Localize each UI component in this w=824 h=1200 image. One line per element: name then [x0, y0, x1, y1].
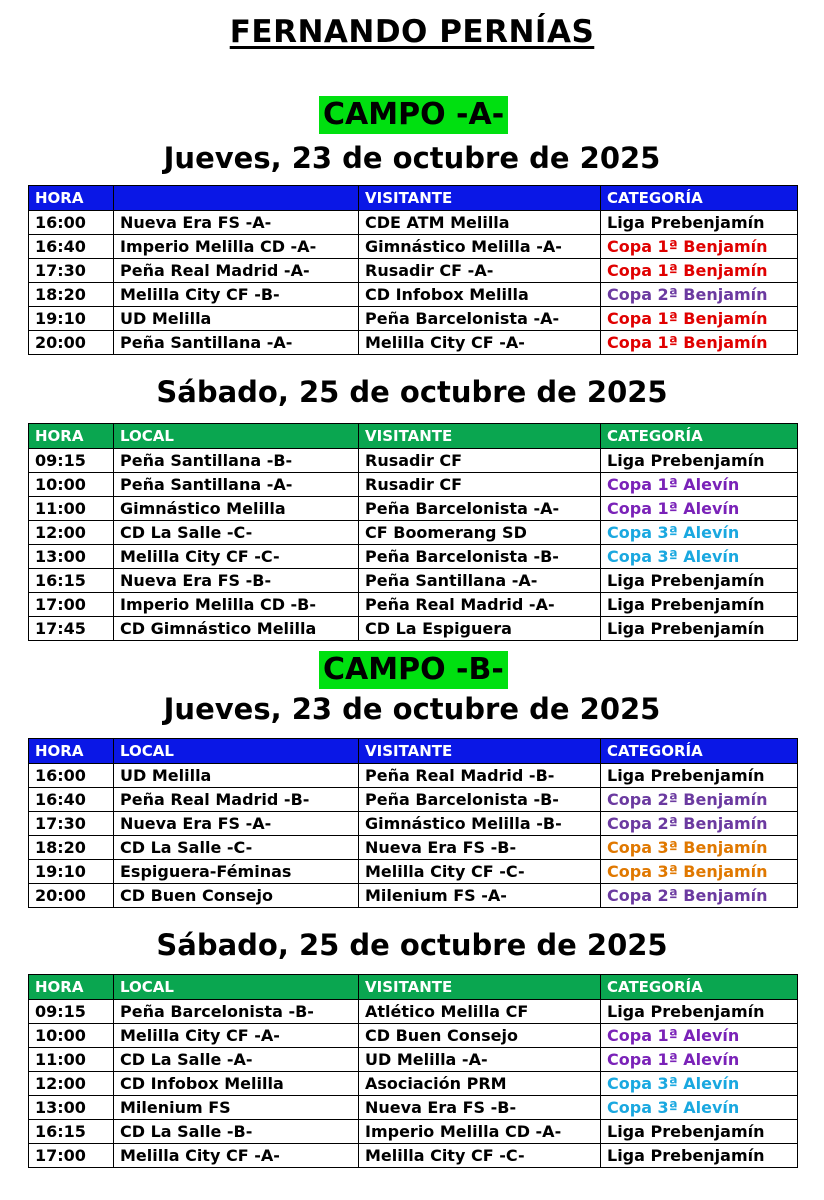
table-row	[29, 1120, 798, 1144]
categoria-cell: Liga Prebenjamín	[601, 593, 798, 617]
local-cell: CD Infobox Melilla	[114, 1072, 359, 1096]
visitante-cell: CD La Espiguera	[359, 617, 601, 641]
campo-a-day2-date: Sábado, 25 de octubre de 2025	[156, 375, 668, 409]
table-row	[29, 860, 798, 884]
hora-cell: 17:00	[29, 1144, 114, 1168]
table-header-row	[29, 424, 798, 449]
visitante-cell: CD Buen Consejo	[359, 1024, 601, 1048]
visitante-cell: UD Melilla -A-	[359, 1048, 601, 1072]
hora-cell: 20:00	[29, 884, 114, 908]
table-row	[29, 812, 798, 836]
header-categoria-cell: CATEGORÍA	[601, 186, 798, 211]
table-row	[29, 1096, 798, 1120]
local-cell: Melilla City CF -C-	[114, 545, 359, 569]
categoria-cell: Copa 1ª Alevín	[601, 1048, 798, 1072]
categoria-cell: Copa 1ª Alevín	[601, 1024, 798, 1048]
categoria-cell: Copa 3ª Benjamín	[601, 836, 798, 860]
hora-cell: 13:00	[29, 545, 114, 569]
local-cell: Peña Real Madrid -B-	[114, 788, 359, 812]
header-hora-cell: HORA	[29, 975, 114, 1000]
visitante-cell: Melilla City CF -C-	[359, 1144, 601, 1168]
visitante-cell: Peña Barcelonista -A-	[359, 497, 601, 521]
visitante-cell: Gimnástico Melilla -A-	[359, 235, 601, 259]
hora-cell: 17:45	[29, 617, 114, 641]
local-cell: Melilla City CF -A-	[114, 1024, 359, 1048]
categoria-cell: Copa 3ª Alevín	[601, 521, 798, 545]
schedule-table	[28, 738, 798, 908]
local-cell: Imperio Melilla CD -A-	[114, 235, 359, 259]
campo-b-day2-date: Sábado, 25 de octubre de 2025	[156, 928, 668, 962]
hora-cell: 16:00	[29, 764, 114, 788]
page-title: FERNANDO PERNÍAS	[229, 14, 595, 50]
table-header-row	[29, 186, 798, 211]
hora-cell: 11:00	[29, 1048, 114, 1072]
table-row	[29, 259, 798, 283]
visitante-cell: Peña Real Madrid -B-	[359, 764, 601, 788]
local-cell: CD Gimnástico Melilla	[114, 617, 359, 641]
hora-cell: 16:15	[29, 569, 114, 593]
visitante-cell: Melilla City CF -A-	[359, 331, 601, 355]
categoria-cell: Copa 1ª Benjamín	[601, 235, 798, 259]
categoria-cell: Liga Prebenjamín	[601, 569, 798, 593]
local-cell: UD Melilla	[114, 764, 359, 788]
hora-cell: 16:00	[29, 211, 114, 235]
hora-cell: 16:40	[29, 235, 114, 259]
visitante-cell: Rusadir CF	[359, 473, 601, 497]
table-row	[29, 497, 798, 521]
hora-cell: 16:40	[29, 788, 114, 812]
campo-a-label: CAMPO -A-	[319, 96, 508, 134]
local-cell: Melilla City CF -A-	[114, 1144, 359, 1168]
local-cell: Gimnástico Melilla	[114, 497, 359, 521]
categoria-cell: Copa 3ª Alevín	[601, 1096, 798, 1120]
header-categoria-cell: CATEGORÍA	[601, 975, 798, 1000]
visitante-cell: Milenium FS -A-	[359, 884, 601, 908]
visitante-cell: Rusadir CF	[359, 449, 601, 473]
visitante-cell: Peña Real Madrid -A-	[359, 593, 601, 617]
header-local-cell: LOCAL	[114, 975, 359, 1000]
categoria-cell: Liga Prebenjamín	[601, 1144, 798, 1168]
table-row	[29, 331, 798, 355]
header-categoria-cell: CATEGORÍA	[601, 739, 798, 764]
visitante-cell: Nueva Era FS -B-	[359, 1096, 601, 1120]
categoria-cell: Copa 3ª Alevín	[601, 545, 798, 569]
local-cell: Peña Santillana -A-	[114, 473, 359, 497]
table-row	[29, 1024, 798, 1048]
header-hora-cell: HORA	[29, 186, 114, 211]
categoria-cell: Liga Prebenjamín	[601, 211, 798, 235]
local-cell: UD Melilla	[114, 307, 359, 331]
visitante-cell: Asociación PRM	[359, 1072, 601, 1096]
hora-cell: 09:15	[29, 1000, 114, 1024]
header-visitante-cell: VISITANTE	[359, 424, 601, 449]
visitante-cell: Atlético Melilla CF	[359, 1000, 601, 1024]
table-row	[29, 884, 798, 908]
table-row	[29, 788, 798, 812]
categoria-cell: Copa 3ª Benjamín	[601, 860, 798, 884]
table-row	[29, 1144, 798, 1168]
local-cell: Peña Santillana -B-	[114, 449, 359, 473]
visitante-cell: Rusadir CF -A-	[359, 259, 601, 283]
local-cell: CD La Salle -C-	[114, 836, 359, 860]
hora-cell: 12:00	[29, 1072, 114, 1096]
categoria-cell: Copa 1ª Benjamín	[601, 307, 798, 331]
categoria-cell: Copa 1ª Benjamín	[601, 331, 798, 355]
visitante-cell: CF Boomerang SD	[359, 521, 601, 545]
header-visitante-cell: VISITANTE	[359, 739, 601, 764]
header-hora-cell: HORA	[29, 424, 114, 449]
table-row	[29, 283, 798, 307]
table-row	[29, 521, 798, 545]
local-cell: CD La Salle -C-	[114, 521, 359, 545]
categoria-cell: Liga Prebenjamín	[601, 764, 798, 788]
categoria-cell: Copa 3ª Alevín	[601, 1072, 798, 1096]
visitante-cell: Gimnástico Melilla -B-	[359, 812, 601, 836]
local-cell: Nueva Era FS -A-	[114, 211, 359, 235]
campo-b-day1-date: Jueves, 23 de octubre de 2025	[163, 692, 661, 726]
local-cell: Imperio Melilla CD -B-	[114, 593, 359, 617]
table-row	[29, 1072, 798, 1096]
categoria-cell: Liga Prebenjamín	[601, 1120, 798, 1144]
table-row	[29, 473, 798, 497]
local-cell: CD Buen Consejo	[114, 884, 359, 908]
header-visitante-cell: VISITANTE	[359, 975, 601, 1000]
visitante-cell: Peña Santillana -A-	[359, 569, 601, 593]
local-cell: Nueva Era FS -B-	[114, 569, 359, 593]
local-cell: Peña Real Madrid -A-	[114, 259, 359, 283]
visitante-cell: Peña Barcelonista -B-	[359, 545, 601, 569]
hora-cell: 13:00	[29, 1096, 114, 1120]
categoria-cell: Copa 1ª Alevín	[601, 497, 798, 521]
table-row	[29, 593, 798, 617]
categoria-cell: Copa 2ª Benjamín	[601, 283, 798, 307]
hora-cell: 19:10	[29, 307, 114, 331]
hora-cell: 20:00	[29, 331, 114, 355]
hora-cell: 11:00	[29, 497, 114, 521]
hora-cell: 19:10	[29, 860, 114, 884]
hora-cell: 17:30	[29, 259, 114, 283]
local-cell: Espiguera-Féminas	[114, 860, 359, 884]
table-header-row	[29, 975, 798, 1000]
categoria-cell: Copa 2ª Benjamín	[601, 812, 798, 836]
table-row	[29, 545, 798, 569]
categoria-cell: Copa 2ª Benjamín	[601, 884, 798, 908]
table-row	[29, 211, 798, 235]
table-header-row	[29, 739, 798, 764]
hora-cell: 17:30	[29, 812, 114, 836]
categoria-cell: Copa 1ª Benjamín	[601, 259, 798, 283]
categoria-cell: Copa 2ª Benjamín	[601, 788, 798, 812]
table-row	[29, 235, 798, 259]
hora-cell: 18:20	[29, 283, 114, 307]
visitante-cell: Nueva Era FS -B-	[359, 836, 601, 860]
table-row	[29, 307, 798, 331]
hora-cell: 09:15	[29, 449, 114, 473]
hora-cell: 16:15	[29, 1120, 114, 1144]
header-local-cell: LOCAL	[114, 424, 359, 449]
table-row	[29, 617, 798, 641]
campo-a-day1-date: Jueves, 23 de octubre de 2025	[163, 141, 661, 175]
local-cell: CD La Salle -A-	[114, 1048, 359, 1072]
header-hora-cell: HORA	[29, 739, 114, 764]
local-cell: Milenium FS	[114, 1096, 359, 1120]
table-row	[29, 1000, 798, 1024]
hora-cell: 10:00	[29, 1024, 114, 1048]
schedule-table	[28, 185, 798, 355]
hora-cell: 18:20	[29, 836, 114, 860]
hora-cell: 12:00	[29, 521, 114, 545]
table-row	[29, 449, 798, 473]
local-cell: CD La Salle -B-	[114, 1120, 359, 1144]
categoria-cell: Liga Prebenjamín	[601, 617, 798, 641]
categoria-cell: Liga Prebenjamín	[601, 449, 798, 473]
visitante-cell: Imperio Melilla CD -A-	[359, 1120, 601, 1144]
local-cell: Peña Barcelonista -B-	[114, 1000, 359, 1024]
header-local-cell: LOCAL	[114, 739, 359, 764]
hora-cell: 17:00	[29, 593, 114, 617]
local-cell: Peña Santillana -A-	[114, 331, 359, 355]
table-row	[29, 836, 798, 860]
visitante-cell: CDE ATM Melilla	[359, 211, 601, 235]
header-categoria-cell: CATEGORÍA	[601, 424, 798, 449]
categoria-cell: Liga Prebenjamín	[601, 1000, 798, 1024]
categoria-cell: Copa 1ª Alevín	[601, 473, 798, 497]
visitante-cell: Peña Barcelonista -A-	[359, 307, 601, 331]
visitante-cell: Melilla City CF -C-	[359, 860, 601, 884]
header-local-cell	[114, 186, 359, 211]
table-row	[29, 1048, 798, 1072]
visitante-cell: CD Infobox Melilla	[359, 283, 601, 307]
header-visitante-cell: VISITANTE	[359, 186, 601, 211]
table-row	[29, 764, 798, 788]
schedule-table	[28, 423, 798, 641]
table-row	[29, 569, 798, 593]
hora-cell: 10:00	[29, 473, 114, 497]
visitante-cell: Peña Barcelonista -B-	[359, 788, 601, 812]
schedule-table	[28, 974, 798, 1168]
local-cell: Melilla City CF -B-	[114, 283, 359, 307]
local-cell: Nueva Era FS -A-	[114, 812, 359, 836]
campo-b-label: CAMPO -B-	[319, 651, 508, 689]
